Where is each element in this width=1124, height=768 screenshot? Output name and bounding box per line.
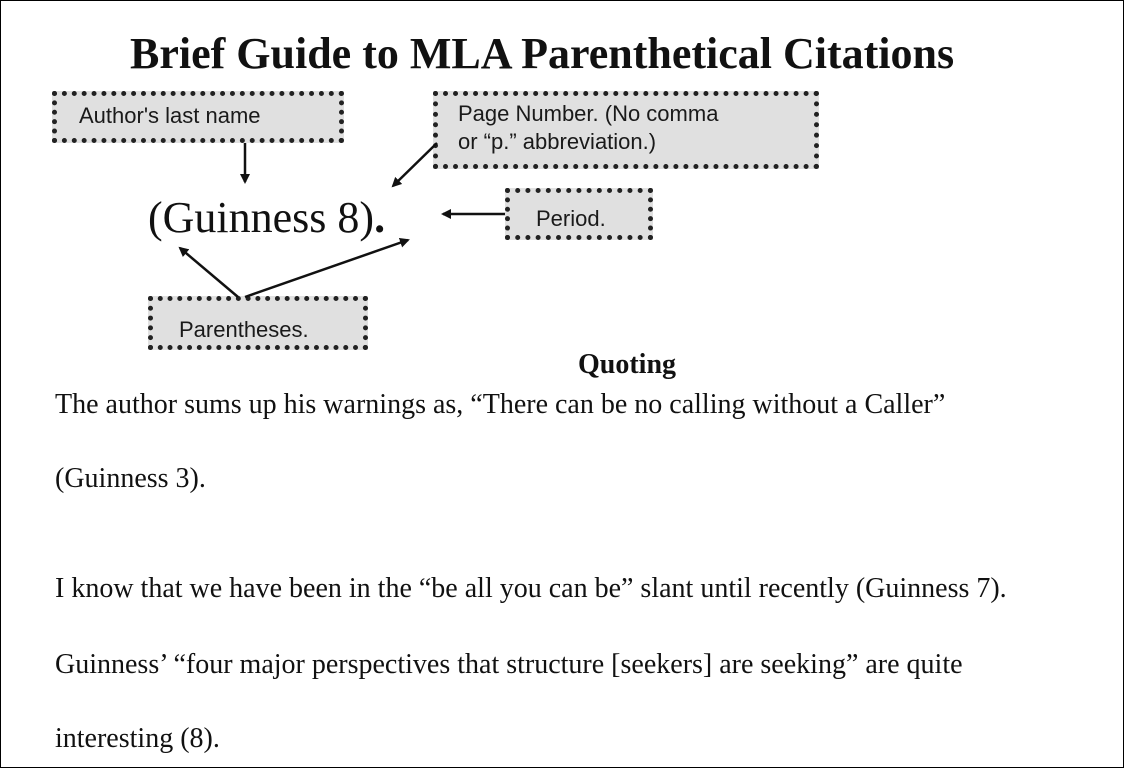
example-paragraph-line: I know that we have been in the “be all you can be” slant until recently (Guinness 7).: [55, 573, 1007, 604]
arrow-page-to-number: [393, 143, 437, 186]
page-title: Brief Guide to MLA Parenthetical Citations: [130, 29, 955, 78]
example-paragraph-line: interesting (8).: [55, 723, 220, 754]
parentheses-callout-label: Parentheses.: [179, 317, 309, 342]
arrow-paren-to-close: [245, 240, 408, 297]
example-paragraph-line: (Guinness 3).: [55, 463, 206, 494]
example-paragraph-line: The author sums up his warnings as, “There can be no calling without a Caller”: [55, 389, 946, 420]
example-period: .: [374, 193, 386, 242]
page-callout-line1: Page Number. (No comma: [458, 101, 719, 126]
author-callout-label: Author's last name: [79, 103, 261, 128]
period-callout-label: Period.: [536, 206, 606, 231]
page-callout-line2: or “p.” abbreviation.): [458, 129, 657, 154]
arrow-paren-to-open: [180, 248, 238, 297]
section-heading: Quoting: [577, 349, 677, 380]
example-citation-text: (Guinness 8): [148, 193, 375, 242]
example-paragraph-line: Guinness’ “four major perspectives that structure [seekers] are seeking” are quite: [55, 649, 963, 680]
